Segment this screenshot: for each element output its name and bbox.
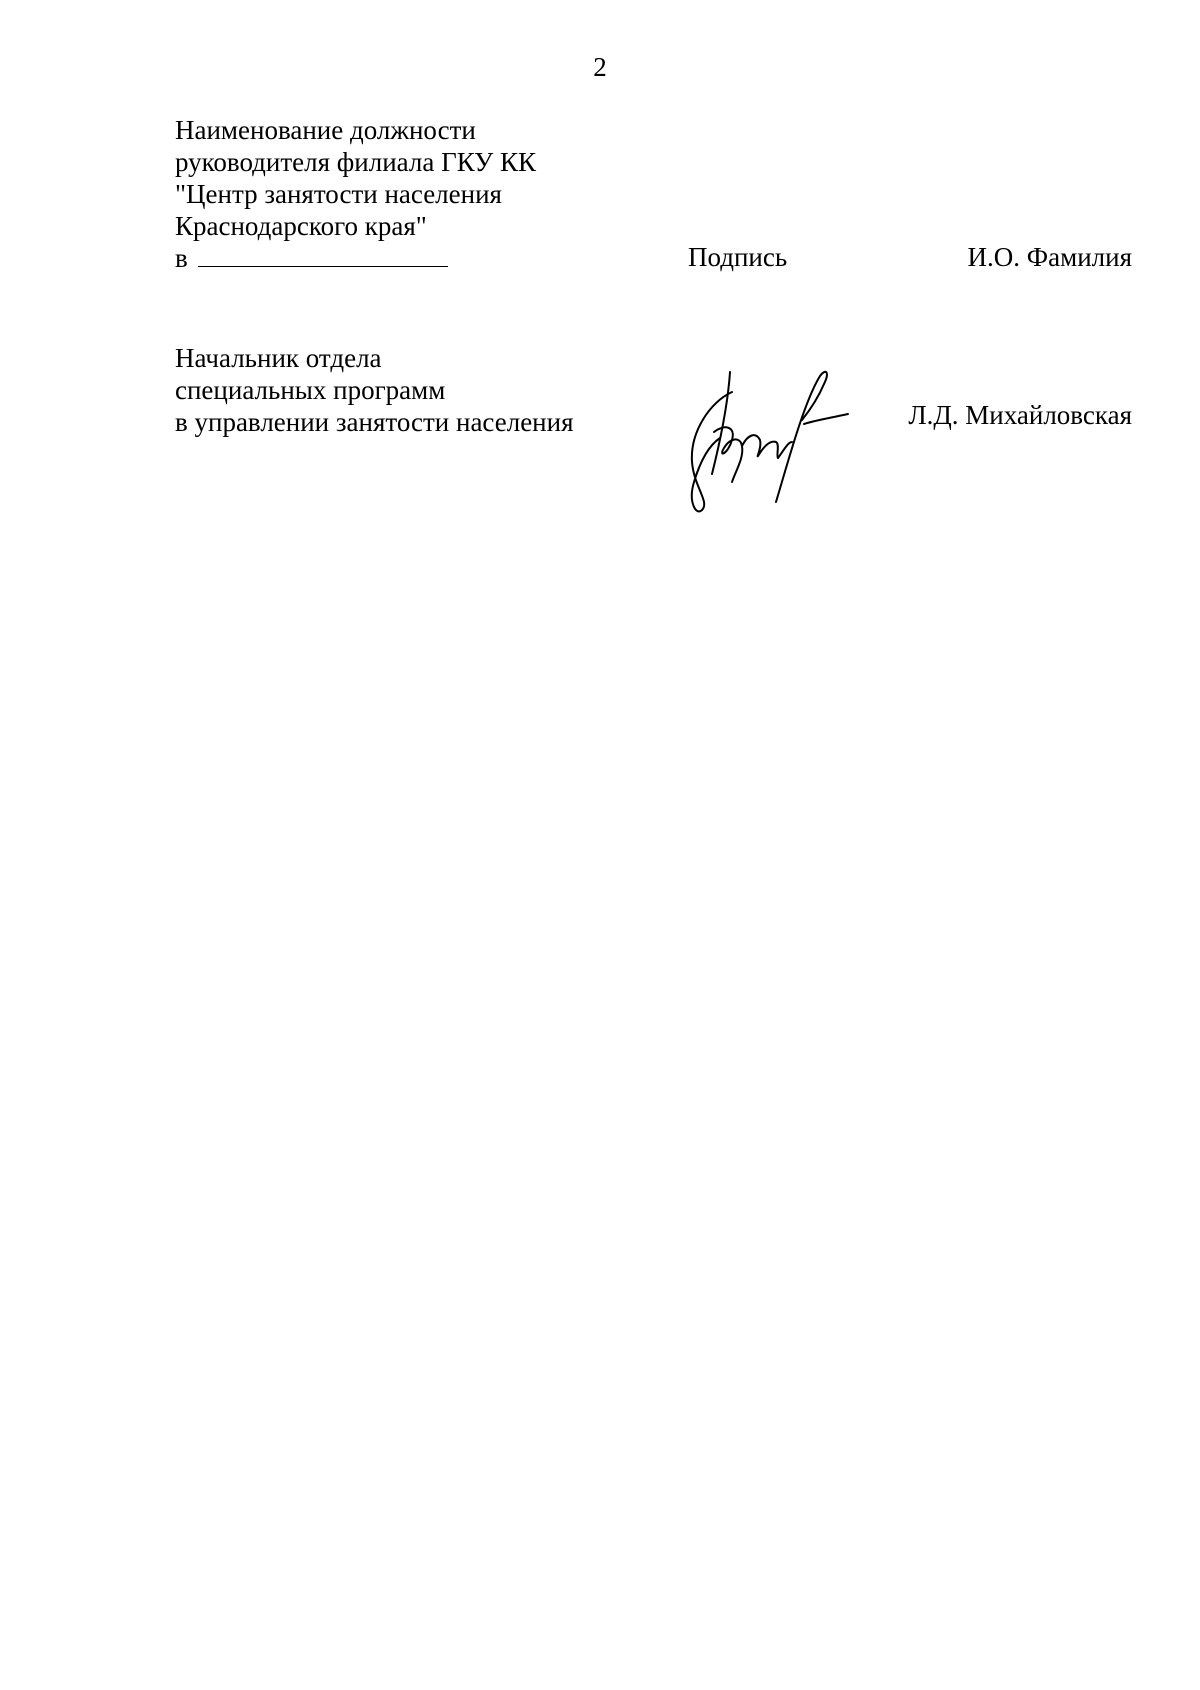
- branch-line: [175, 242, 536, 274]
- position-line-3: "Центр занятости населения: [175, 179, 502, 209]
- handwritten-signature: [680, 362, 880, 518]
- signature-label: Подпись: [688, 242, 788, 272]
- head-line-3: в управлении занятости населения: [175, 407, 574, 437]
- department-head-block: [175, 342, 574, 438]
- position-title-block: [175, 114, 536, 274]
- department-head-name: Л.Д. Михайловская: [908, 400, 1132, 430]
- head-line-2: специальных программ: [175, 375, 446, 405]
- position-line-4: Краснодарского края": [175, 211, 427, 241]
- placeholder-name: И.О. Фамилия: [967, 242, 1132, 272]
- branch-blank-line: [198, 246, 448, 267]
- page-number: 2: [593, 52, 607, 82]
- head-line-1: Начальник отдела: [175, 343, 382, 373]
- branch-prefix: в: [175, 243, 188, 273]
- position-line-2: руководителя филиала ГКУ КК: [175, 147, 537, 177]
- position-line-1: Наименование должности: [175, 115, 476, 145]
